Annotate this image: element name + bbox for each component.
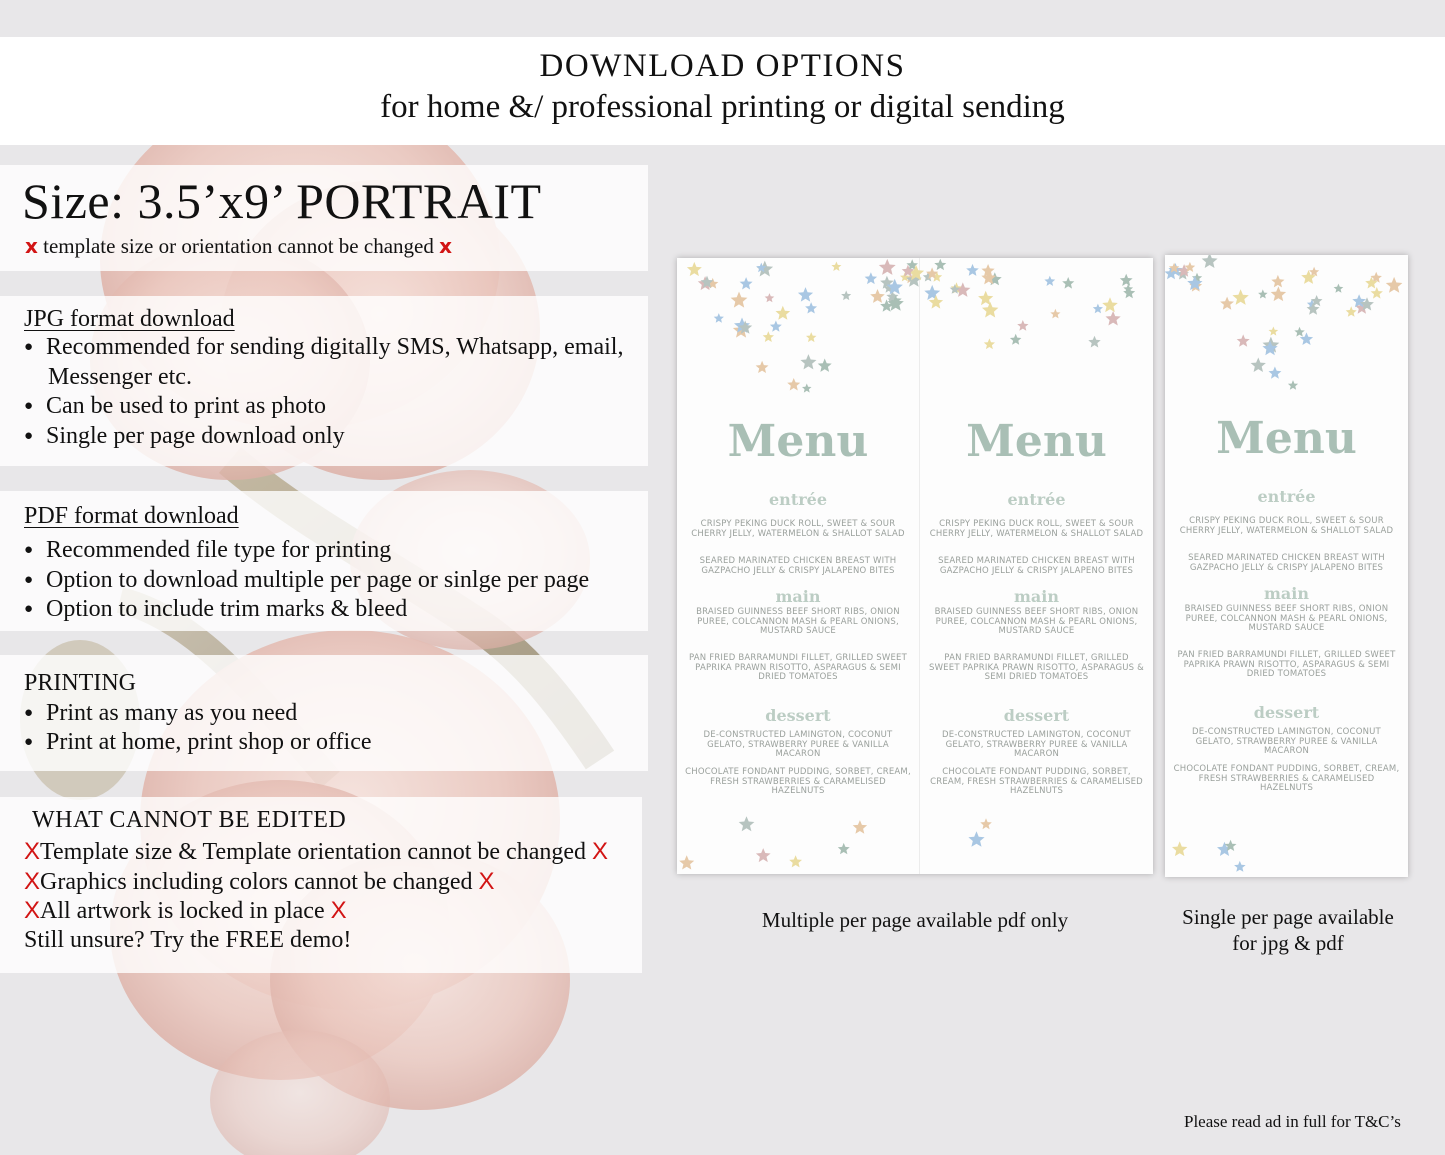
printing-bullet-1: ● Print as many as you need <box>24 700 298 726</box>
menu-dish: DE-CONSTRUCTED LAMINGTON, COCONUT GELATO, STRAWBERRY PUREE & VANILLA MACARON <box>1192 727 1381 756</box>
pdf-bullet-2: ● Option to download multiple per page or sinlge per page <box>24 567 590 593</box>
edit-line-2: XGraphics including colors cannot be changed X <box>24 868 495 895</box>
bullet-icon: ● <box>24 705 34 721</box>
jpg-bullet-1-cont: Messenger etc. <box>48 364 192 390</box>
size-note <box>25 234 452 259</box>
x-mark-icon: x <box>25 234 38 258</box>
x-mark-icon: X <box>478 868 495 895</box>
header-band <box>0 37 1445 145</box>
edit-title: WHAT CANNOT BE EDITED <box>32 807 347 833</box>
footer-note: Please read ad in full for T&C’s <box>1184 1112 1401 1131</box>
x-mark-icon: X <box>24 838 41 865</box>
x-mark-icon: x <box>439 234 452 258</box>
caption-single-1: Single per page available <box>1182 905 1394 929</box>
jpg-bullet-3: ● Single per page download only <box>24 423 345 449</box>
jpg-bullet-1: ● Recommended for sending digitally SMS, Whatsapp, email, <box>24 334 624 360</box>
menu-dish: PAN FRIED BARRAMUNDI FILLET, GRILLED SWEET PAPRIKA PRAWN RISOTTO, ASPARAGUS & SEMI DRIED TOMATOES <box>688 653 908 682</box>
menu-section-label: entrée <box>769 490 827 509</box>
menu-card <box>920 258 1153 874</box>
menu-dish: SEARED MARINATED CHICKEN BREAST WITH GAZPACHO JELLY & CRISPY JALAPENO BITES <box>699 556 897 576</box>
page-subtitle: for home &/ professional printing or digital sending <box>380 89 1065 125</box>
menu-section-label: dessert <box>765 706 831 725</box>
pdf-bullet-3: ● Option to include trim marks & bleed <box>24 596 408 622</box>
bullet-icon: ● <box>24 339 34 355</box>
bullet-icon: ● <box>24 398 34 414</box>
menu-dish: PAN FRIED BARRAMUNDI FILLET, GRILLED SWEET PAPRIKA PRAWN RISOTTO, ASPARAGUS & SEMI DRIED TOMATOES <box>928 653 1144 682</box>
bullet-icon: ● <box>24 542 34 558</box>
printing-bullet-2: ● Print at home, print shop or office <box>24 729 372 755</box>
menu-dish: CRISPY PEKING DUCK ROLL, SWEET & SOUR CHERRY JELLY, WATERMELON & SHALLOT SALAD <box>1179 516 1394 536</box>
bullet-icon: ● <box>24 572 34 588</box>
x-mark-icon: X <box>24 868 41 895</box>
page-title: DOWNLOAD OPTIONS <box>539 48 906 84</box>
jpg-bullet-2: ● Can be used to print as photo <box>24 393 326 419</box>
size-heading: Size: 3.5’x9’ PORTRAIT <box>22 173 542 229</box>
menu-title: Menu <box>966 416 1107 467</box>
x-mark-icon: X <box>24 897 41 924</box>
edit-demo-line: Still unsure? Try the FREE demo! <box>24 927 352 953</box>
menu-dish: CHOCOLATE FONDANT PUDDING, SORBET, CREAM, FRESH STRAWBERRIES & CARAMELISED HAZELNUTS <box>685 767 911 796</box>
menu-dish: BRAISED GUINNESS BEEF SHORT RIBS, ONION PUREE, COLCANNON MASH & PEARL ONIONS, MUSTARD SAUCE <box>934 607 1139 636</box>
bullet-icon: ● <box>24 601 34 617</box>
edit-line-3: XAll artwork is locked in place X <box>24 897 347 924</box>
bullet-icon: ● <box>24 428 34 444</box>
menu-dish: DE-CONSTRUCTED LAMINGTON, COCONUT GELATO, STRAWBERRY PUREE & VANILLA MACARON <box>703 730 893 759</box>
menu-section-label: dessert <box>1003 706 1070 725</box>
menu-title: Menu <box>1216 413 1357 464</box>
menu-dish: SEARED MARINATED CHICKEN BREAST WITH GAZPACHO JELLY & CRISPY JALAPENO BITES <box>938 556 1135 576</box>
edit-line-1: XTemplate size & Template orientation cannot be changed X <box>24 838 609 865</box>
menu-section-label: entrée <box>1257 487 1316 506</box>
menu-title: Menu <box>727 416 869 467</box>
menu-dish: CHOCOLATE FONDANT PUDDING, SORBET, CREAM, FRESH STRAWBERRIES & CARAMELISED HAZELNUTS <box>1173 764 1400 793</box>
menu-section-label: dessert <box>1253 703 1320 722</box>
menu-dish: CHOCOLATE FONDANT PUDDING, SORBET, CREAM, FRESH STRAWBERRIES & CARAMELISED HAZELNUTS <box>930 767 1143 796</box>
printing-title: PRINTING <box>24 670 136 696</box>
menu-section-label: main <box>1263 584 1309 603</box>
single-page-preview <box>1165 255 1408 877</box>
x-mark-icon: X <box>330 897 347 924</box>
menu-dish: CRISPY PEKING DUCK ROLL, SWEET & SOUR CHERRY JELLY, WATERMELON & SHALLOT SALAD <box>691 519 905 539</box>
caption-multiple: Multiple per page available pdf only <box>761 908 1069 932</box>
pdf-title: PDF format download <box>24 503 239 529</box>
menu-dish: PAN FRIED BARRAMUNDI FILLET, GRILLED SWEET PAPRIKA PRAWN RISOTTO, ASPARAGUS & SEMI DRIED TOMATOES <box>1177 650 1396 679</box>
menu-dish: CRISPY PEKING DUCK ROLL, SWEET & SOUR CHERRY JELLY, WATERMELON & SHALLOT SALAD <box>929 519 1144 539</box>
menu-section-label: main <box>1013 587 1059 606</box>
bullet-icon: ● <box>24 734 34 750</box>
jpg-title: JPG format download <box>24 306 235 332</box>
menu-section-label: entrée <box>1007 490 1066 509</box>
size-note-text: template size or orientation cannot be changed <box>43 234 434 258</box>
multi-page-preview <box>677 258 1153 874</box>
menu-dish: DE-CONSTRUCTED LAMINGTON, COCONUT GELATO, STRAWBERRY PUREE & VANILLA MACARON <box>942 730 1131 759</box>
pdf-bullet-1: ● Recommended file type for printing <box>24 537 392 563</box>
menu-dish: BRAISED GUINNESS BEEF SHORT RIBS, ONION PUREE, COLCANNON MASH & PEARL ONIONS, MUSTARD SAUCE <box>1184 604 1389 633</box>
menu-dish: SEARED MARINATED CHICKEN BREAST WITH GAZPACHO JELLY & CRISPY JALAPENO BITES <box>1188 553 1385 573</box>
menu-card <box>1165 255 1408 877</box>
menu-section-label: main <box>775 587 821 606</box>
menu-card <box>677 258 919 874</box>
caption-single-2: for jpg & pdf <box>1232 931 1344 955</box>
x-mark-icon: X <box>592 838 609 865</box>
menu-dish: BRAISED GUINNESS BEEF SHORT RIBS, ONION PUREE, COLCANNON MASH & PEARL ONIONS, MUSTARD SAUCE <box>696 607 900 636</box>
